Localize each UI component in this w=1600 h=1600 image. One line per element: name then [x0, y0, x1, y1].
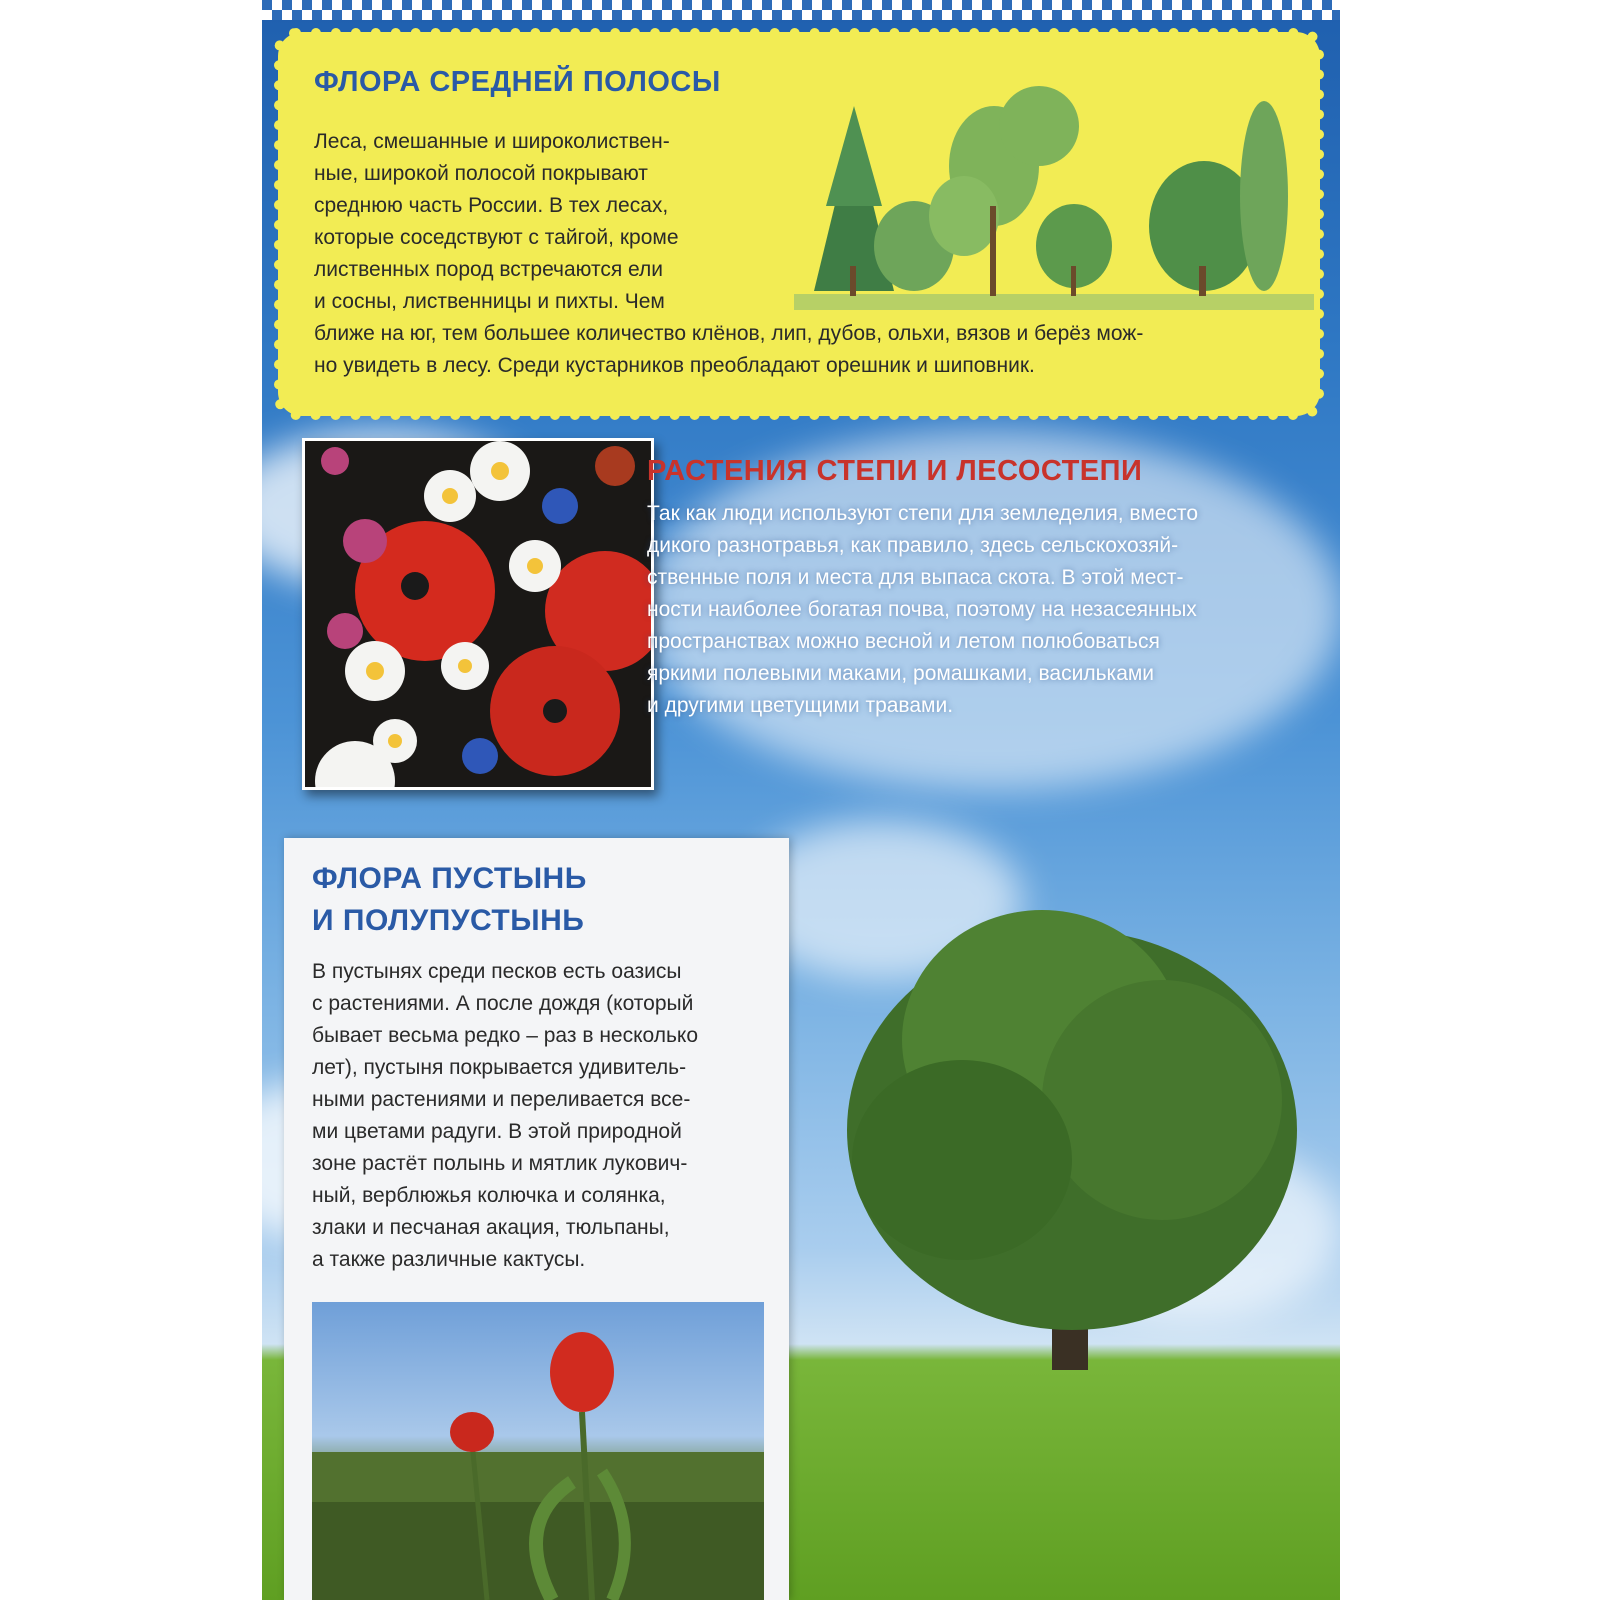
- text-line: и другими цветущими травами.: [647, 694, 954, 717]
- text-line: которые соседствуют с тайгой, кроме: [314, 226, 679, 249]
- text-line: пространствах можно весной и летом полюбоваться: [647, 630, 1160, 653]
- text-line: ный, верблюжья колючка и солянка,: [312, 1184, 666, 1207]
- book-page: [262, 0, 1340, 1600]
- section-steppe-title: РАСТЕНИЯ СТЕПИ И ЛЕСОСТЕПИ: [647, 455, 1143, 487]
- section-desert-flora: [284, 838, 789, 1600]
- text-line: среднюю часть России. В тех лесах,: [314, 194, 669, 217]
- text-line: ближе на юг, тем большее количество клёнов, лип, дубов, ольхи, вязов и берёз мож-: [314, 322, 1144, 345]
- tulips-photo: [312, 1302, 764, 1600]
- text-line: лиственных пород встречаются ели: [314, 258, 664, 281]
- text-line: В пустынях среди песков есть оазисы: [312, 960, 682, 983]
- text-line: ными растениями и переливается все-: [312, 1088, 691, 1111]
- trees-illustration: [794, 66, 1314, 326]
- text-line: и сосны, лиственницы и пихты. Чем: [314, 290, 665, 313]
- text-line: зоне растёт полынь и мятлик лукович-: [312, 1152, 688, 1175]
- section-middle-zone-title: ФЛОРА СРЕДНЕЙ ПОЛОСЫ: [314, 66, 721, 98]
- text-line: ми цветами радуги. В этой природной: [312, 1120, 682, 1143]
- text-line: ственные поля и места для выпаса скота. В этой мест-: [647, 566, 1184, 589]
- wildflowers-photo: [302, 438, 654, 790]
- text-line: с растениями. А после дождя (который: [312, 992, 694, 1015]
- section-desert-text: [312, 956, 782, 1276]
- text-line: дикого разнотравья, как правило, здесь сельскохозяй-: [647, 534, 1179, 557]
- section-middle-zone-flora: [284, 38, 1314, 410]
- text-line: яркими полевыми маками, ромашками, васильками: [647, 662, 1155, 685]
- text-line: но увидеть в лесу. Среди кустарников преобладают орешник и шиповник.: [314, 354, 1035, 377]
- text-line: злаки и песчаная акация, тюльпаны,: [312, 1216, 670, 1239]
- section-desert-title-line1: ФЛОРА ПУСТЫНЬ: [312, 862, 587, 895]
- text-line: лет), пустыня покрывается удивитель-: [312, 1056, 687, 1079]
- section-steppe-plants: [647, 455, 1340, 775]
- text-line: бывает весьма редко – раз в несколько: [312, 1024, 699, 1047]
- checker-border: [262, 0, 1340, 20]
- text-line: Так как люди используют степи для земледелия, вместо: [647, 502, 1198, 525]
- text-line: а также различные кактусы.: [312, 1248, 586, 1271]
- oak-tree-photo: [842, 880, 1312, 1380]
- section-desert-title-line2: И ПОЛУПУСТЫНЬ: [312, 904, 585, 937]
- text-line: ности наиболее богатая почва, поэтому на незасеянных: [647, 598, 1197, 621]
- text-line: ные, широкой полосой покрывают: [314, 162, 648, 185]
- text-line: Леса, смешанные и широколиствен-: [314, 130, 670, 153]
